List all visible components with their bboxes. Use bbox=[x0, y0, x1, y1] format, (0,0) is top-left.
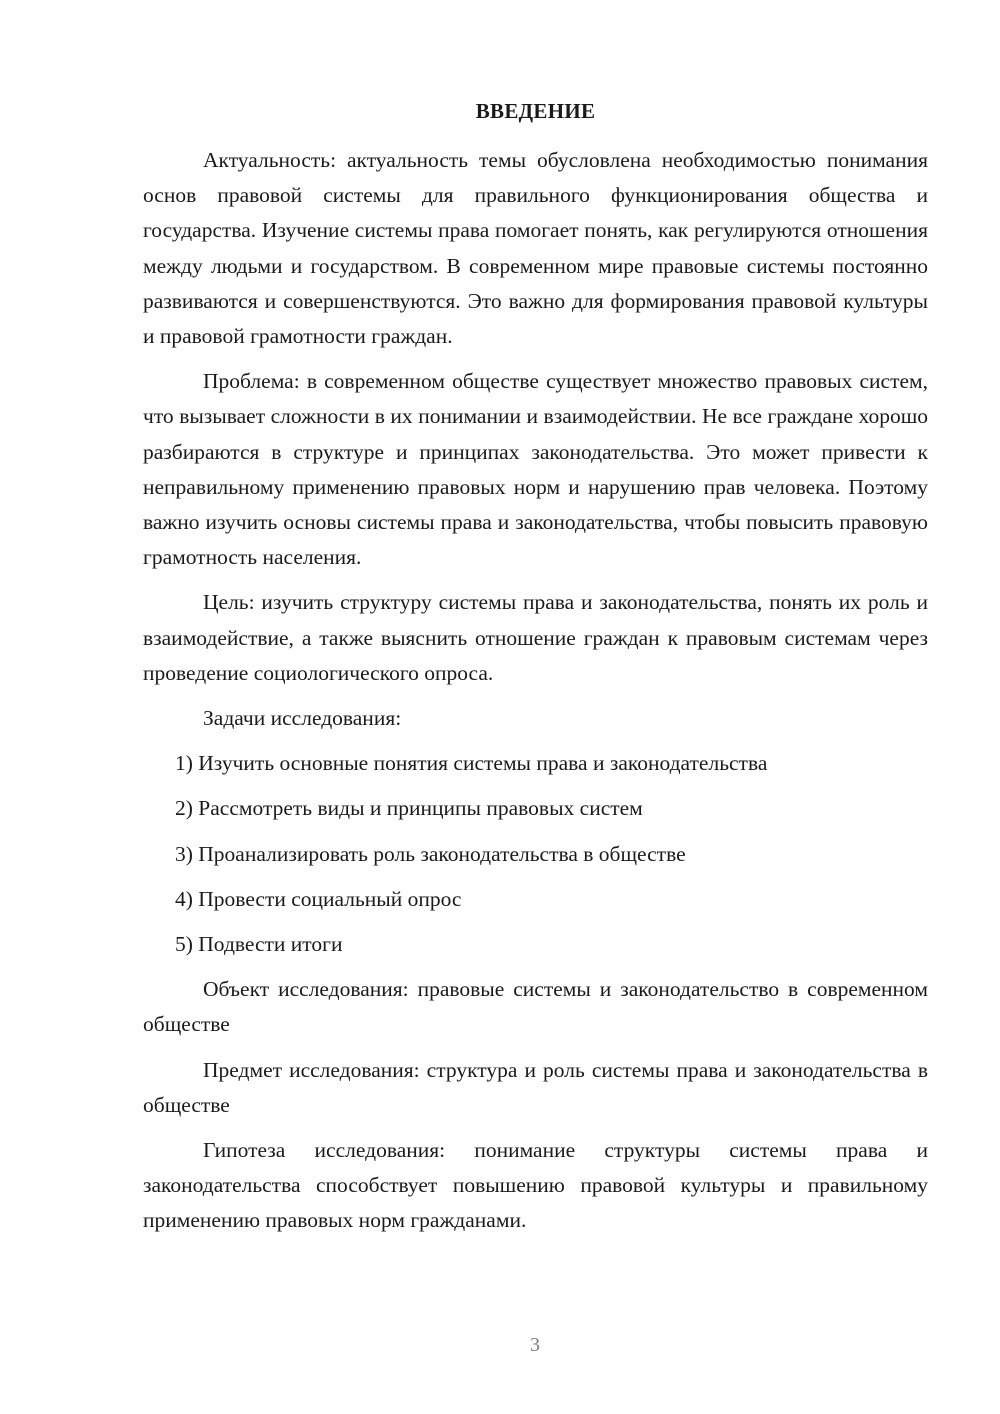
paragraph-subject: Предмет исследования: структура и роль системы права и законодательства в обществе bbox=[143, 1057, 928, 1117]
task-item-2: 2) Рассмотреть виды и принципы правовых систем bbox=[175, 796, 643, 821]
paragraph-goal: Цель: изучить структуру системы права и законодательства, понять их роль и взаимодействие, а также выяснить отношение граждан к правовым системам через проведение социологического опроса. bbox=[143, 590, 928, 685]
task-item-1: 1) Изучить основные понятия системы права и законодательства bbox=[175, 751, 768, 776]
task-item-4: 4) Провести социальный опрос bbox=[175, 886, 462, 911]
tasks-list bbox=[143, 746, 928, 962]
tasks-heading: Задачи исследования: bbox=[203, 706, 402, 731]
page-number: 3 bbox=[530, 1334, 540, 1356]
paragraph-problem: Проблема: в современном обществе существует множество правовых систем, что вызывает сложности в их понимании и взаимодействии. Не все граждане хорошо разбираются в структуре и принципах законодательства. Это может привести к неправильному применению правовых норм и нарушению прав человека. Поэтому важно изучить основы системы права и законодательства, чтобы повысить правовую грамотность населения. bbox=[143, 369, 928, 570]
paragraph-relevance: Актуальность: актуальность темы обусловлена необходимостью понимания основ правовой системы для правильного функционирования общества и государства. Изучение системы права помогает понять, как регулируются отношения между людьми и государством. В современном мире правовые системы постоянно развиваются и совершенствуются. Это важно для формирования правовой культуры и правовой грамотности граждан. bbox=[143, 148, 928, 349]
document-body bbox=[143, 143, 928, 1249]
paragraph-object: Объект исследования: правовые системы и законодательство в современном обществе bbox=[143, 977, 928, 1037]
task-item-5: 5) Подвести итоги bbox=[175, 932, 343, 956]
paragraph-hypothesis: Гипотеза исследования: понимание структуры системы права и законодательства способствует повышению правовой культуры и правильному применению правовых норм гражданами. bbox=[143, 1138, 928, 1233]
task-item-3: 3) Проанализировать роль законодательства в обществе bbox=[175, 841, 686, 866]
page-title: ВВЕДЕНИЕ bbox=[475, 99, 596, 123]
